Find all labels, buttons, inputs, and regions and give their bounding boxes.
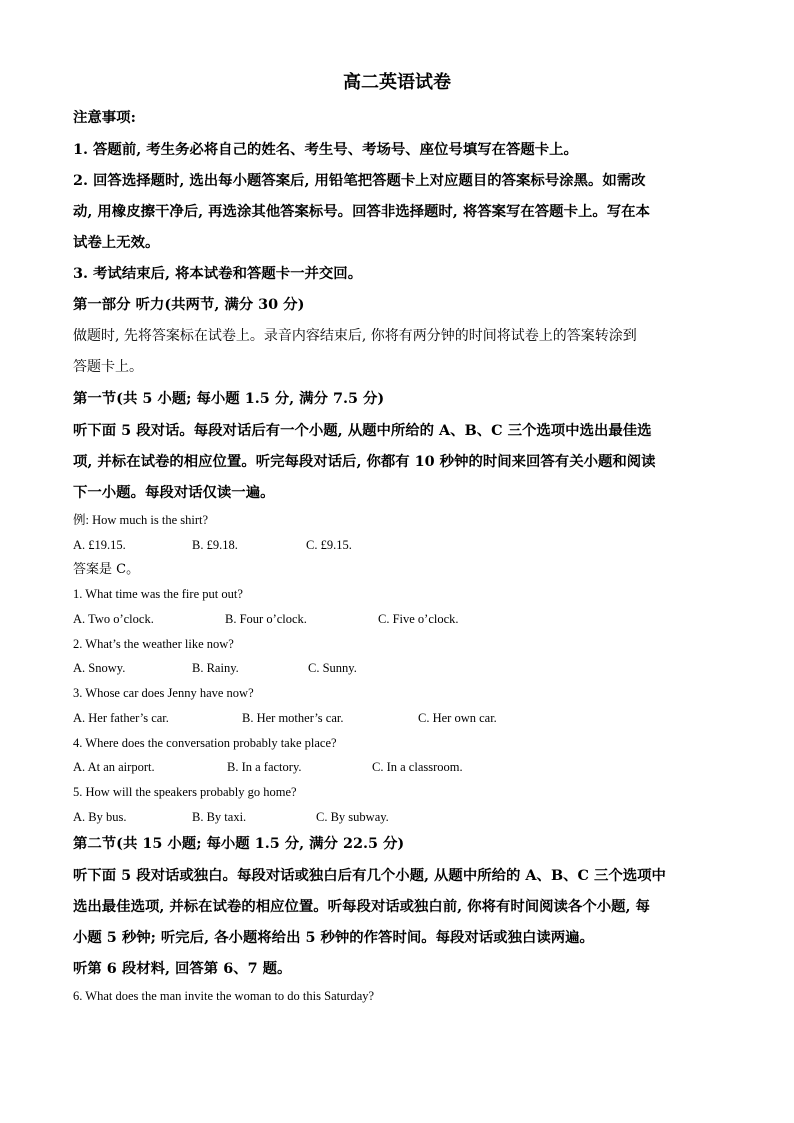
section1-heading: 第一节(共 5 小题; 每小题 1.5 分, 满分 7.5 分) xyxy=(73,390,385,407)
notice-item-2-line-3: 试卷上无效。 xyxy=(73,234,160,251)
example-option-a: A. £19.15. xyxy=(73,538,126,552)
question-5: 5. How will the speakers probably go home? xyxy=(73,785,297,799)
notice-item-3: 3. 考试结束后, 将本试卷和答题卡一并交回。 xyxy=(73,265,363,282)
question-6: 6. What does the man invite the woman to do this Saturday? xyxy=(73,989,375,1003)
page-title: 高二英语试卷 xyxy=(343,72,451,93)
question-5-option-b: B. By taxi. xyxy=(192,810,247,824)
question-1-option-c: C. Five o’clock. xyxy=(378,612,459,626)
example-answer: 答案是 C。 xyxy=(73,562,140,577)
question-2-option-c: C. Sunny. xyxy=(308,661,357,675)
example-option-b: B. £9.18. xyxy=(192,538,238,552)
question-3: 3. Whose car does Jenny have now? xyxy=(73,686,254,700)
question-4-option-a: A. At an airport. xyxy=(73,760,155,774)
part1-intro-line-1: 做题时, 先将答案标在试卷上。录音内容结束后, 你将有两分钟的时间将试卷上的答案转涂到 xyxy=(73,328,637,344)
section2-intro-line-2: 选出最佳选项, 并标在试卷的相应位置。听每段对话或独白前, 你将有时间阅读各个小题, 每 xyxy=(73,898,650,915)
notice-item-1: 1. 答题前, 考生务必将自己的姓名、考生号、考场号、座位号填写在答题卡上。 xyxy=(73,141,578,158)
section1-intro-line-1: 听下面 5 段对话。每段对话后有一个小题, 从题中所给的 A、B、C 三个选项中选出最佳选 xyxy=(73,422,652,439)
question-4: 4. Where does the conversation probably take place? xyxy=(73,736,337,750)
section1-intro-line-2: 项, 并标在试卷的相应位置。听完每段对话后, 你都有 10 秒钟的时间来回答有关小题和阅读 xyxy=(73,453,656,470)
question-3-option-c: C. Her own car. xyxy=(418,711,497,725)
question-4-option-c: C. In a classroom. xyxy=(372,760,463,774)
section1-intro-line-3: 下一小题。每段对话仅读一遍。 xyxy=(73,484,275,501)
example-option-c: C. £9.15. xyxy=(306,538,352,552)
notice-heading: 注意事项: xyxy=(73,109,136,126)
section2-intro-line-1: 听下面 5 段对话或独白。每段对话或独白后有几个小题, 从题中所给的 A、B、C 三个选项中 xyxy=(73,867,666,884)
question-1: 1. What time was the fire put out? xyxy=(73,587,243,601)
question-5-option-a: A. By bus. xyxy=(73,810,127,824)
question-2-option-b: B. Rainy. xyxy=(192,661,239,675)
notice-item-2-line-1: 2. 回答选择题时, 选出每小题答案后, 用铅笔把答题卡上对应题目的答案标号涂黑。如需改 xyxy=(73,172,646,189)
question-3-option-a: A. Her father’s car. xyxy=(73,711,169,725)
question-5-option-c: C. By subway. xyxy=(316,810,389,824)
question-4-option-b: B. In a factory. xyxy=(227,760,302,774)
section2-intro-line-3: 小题 5 秒钟; 听完后, 各小题将给出 5 秒钟的作答时间。每段对话或独白读两遍。 xyxy=(73,929,594,946)
example-question: 例: How much is the shirt? xyxy=(73,513,209,527)
part1-heading: 第一部分 听力(共两节, 满分 30 分) xyxy=(73,296,305,313)
question-2: 2. What’s the weather like now? xyxy=(73,637,234,651)
question-1-option-b: B. Four o’clock. xyxy=(225,612,307,626)
section2-heading: 第二节(共 15 小题; 每小题 1.5 分, 满分 22.5 分) xyxy=(73,835,405,852)
material-6-heading: 听第 6 段材料, 回答第 6、7 题。 xyxy=(73,960,292,977)
notice-item-2-line-2: 动, 用橡皮擦干净后, 再选涂其他答案标号。回答非选择题时, 将答案写在答题卡上。写在本 xyxy=(73,203,650,220)
question-2-option-a: A. Snowy. xyxy=(73,661,126,675)
question-3-option-b: B. Her mother’s car. xyxy=(242,711,344,725)
part1-intro-line-2: 答题卡上。 xyxy=(73,359,143,375)
question-1-option-a: A. Two o’clock. xyxy=(73,612,154,626)
